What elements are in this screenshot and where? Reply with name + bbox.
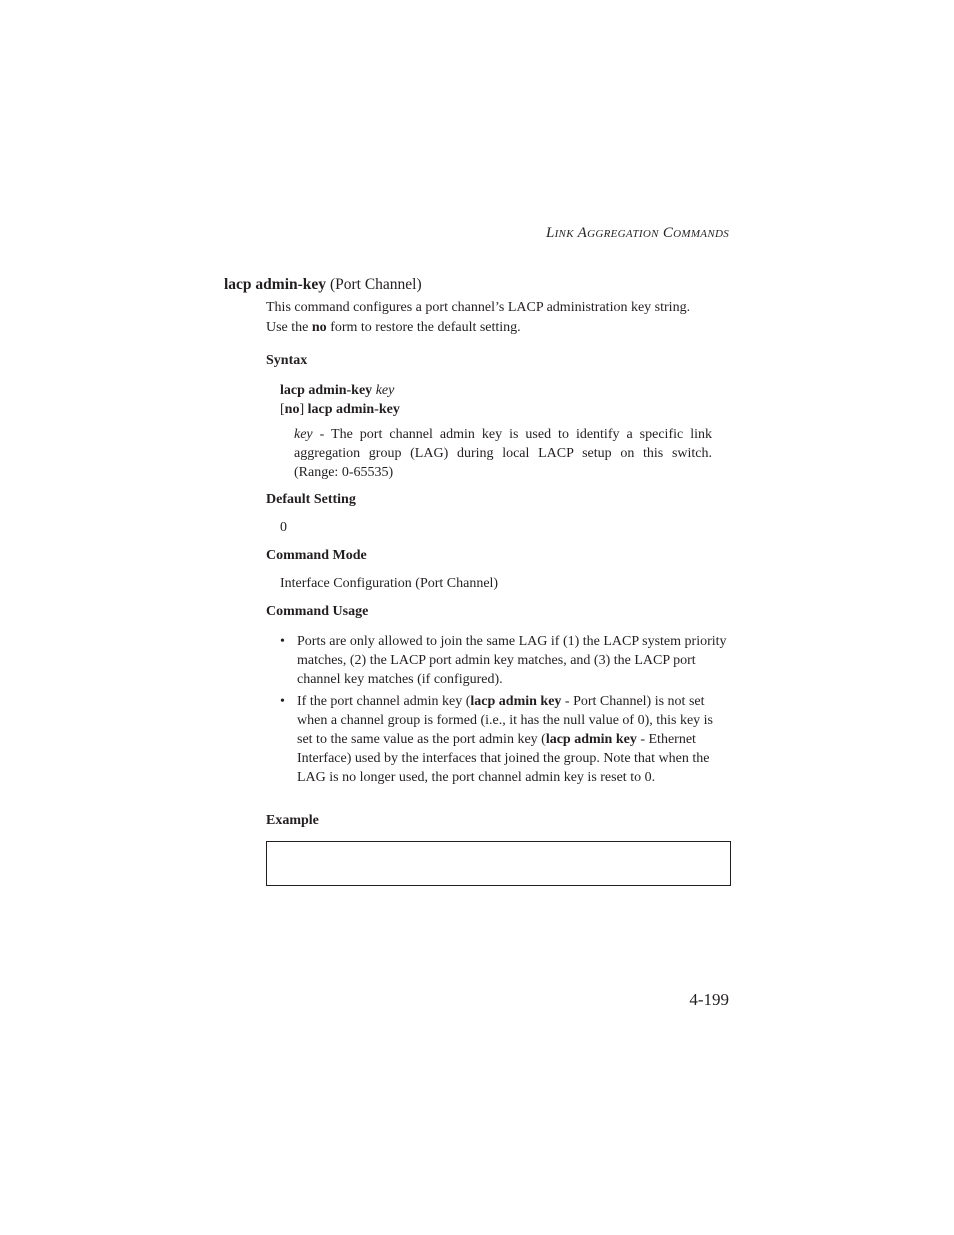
example-box — [266, 841, 731, 886]
parameter-description: key - The port channel admin key is used to identify a specific link aggregation group (LAG) during local LACP setup on this switch. (Range: 0-65535) — [294, 427, 712, 480]
syntax-line-1: lacp admin-key key — [280, 383, 395, 398]
command-mode-heading: Command Mode — [266, 548, 367, 563]
description-line-2: Use the no form to restore the default setting. — [266, 320, 521, 335]
bullet: • — [280, 634, 285, 649]
command-description — [266, 298, 736, 338]
command-usage-list — [280, 632, 730, 790]
list-item: • If the port channel admin key (lacp admin key - Port Channel) is not set when a channel group is formed (i.e., it has the null value of 0), this key is set to the same value as the port admin key (lacp admin key - Ethernet Interface) used by the interfaces that joined the group. Note that when the LAG is no longer used, the port channel admin key is reset to 0. — [280, 694, 714, 785]
bullet: • — [280, 694, 285, 709]
command-title — [224, 276, 422, 294]
command-name: lacp admin-key — [224, 276, 327, 293]
example-heading: Example — [266, 813, 319, 828]
default-setting-value: 0 — [280, 520, 287, 535]
command-qualifier: (Port Channel) — [326, 276, 422, 293]
description-line-1: This command configures a port channel’s LACP administration key string. — [266, 300, 691, 315]
command-usage-heading: Command Usage — [266, 604, 369, 619]
syntax-line-2: [no] lacp admin-key — [280, 402, 400, 417]
command-mode-value: Interface Configuration (Port Channel) — [280, 576, 499, 591]
page-number: 4-199 — [689, 990, 729, 1009]
syntax-heading: Syntax — [266, 353, 308, 368]
parameter-name: key — [294, 427, 313, 442]
list-item: • Ports are only allowed to join the same LAG if (1) the LACP system priority matches, (2) the LACP port admin key matches, and (3) the LACP port channel key matches (if configured). — [280, 634, 727, 687]
running-head: LINK AGGREGATION COMMANDS — [545, 225, 729, 241]
syntax-block — [280, 381, 400, 419]
default-setting-heading: Default Setting — [266, 492, 356, 507]
